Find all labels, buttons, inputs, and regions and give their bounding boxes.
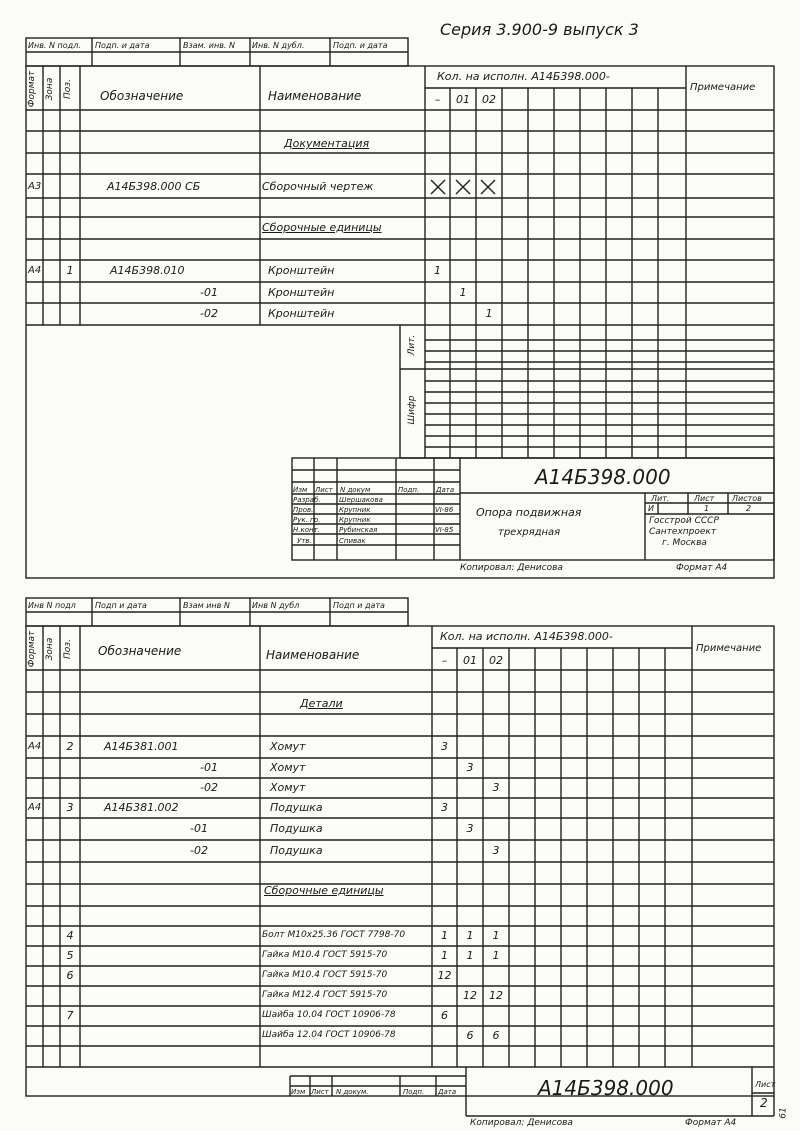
row-qty: 3: [492, 781, 500, 794]
tb-podp: Подп.: [403, 1088, 425, 1096]
col-format: Формат: [27, 630, 37, 668]
tb-data: Дата: [438, 1088, 457, 1096]
col-format: Формат: [27, 70, 37, 108]
stamp-inv-dubl: Инв N дубл: [252, 601, 300, 610]
copied-by: Копировал: Денисова: [470, 1118, 573, 1128]
tb-lit-val: И: [648, 504, 654, 513]
col-name: Наименование: [266, 648, 360, 662]
section-heading: Сборочные единицы: [262, 221, 382, 234]
format-label: Формат А4: [676, 563, 728, 573]
tb-sheets-val: 2: [746, 504, 752, 513]
row-qty: 12: [489, 989, 503, 1002]
row-name: Хомут: [270, 761, 306, 774]
row-name: Гайка М12.4 ГОСТ 5915-70: [262, 990, 388, 1000]
col-pos: Поз.: [63, 639, 73, 659]
tb-date: VI-86: [435, 506, 454, 514]
row-qty: 12: [463, 989, 477, 1002]
row-format: А4: [28, 802, 42, 813]
row-designation: А14Б381.001: [104, 740, 179, 753]
org-line3: г. Москва: [662, 538, 707, 548]
row-qty: 3: [441, 801, 448, 814]
row-qty: 1: [492, 949, 500, 962]
row-designation: -01: [190, 822, 208, 835]
row-pos: 1: [66, 264, 74, 277]
row-format: А3: [28, 181, 42, 192]
tb-person: Шершакова: [339, 496, 383, 504]
col-name: Наименование: [268, 89, 362, 103]
row-name: Подушка: [270, 801, 323, 814]
row-qty: 1: [466, 929, 474, 942]
row-qty: 1: [441, 949, 448, 962]
row-name: Болт М10х25.36 ГОСТ 7798-70: [262, 930, 406, 940]
tb-person: Крупник: [339, 506, 371, 514]
row-name: Сборочный чертеж: [262, 180, 374, 193]
row-designation: А14Б381.002: [104, 801, 179, 814]
tb-role: Рук. гр.: [293, 516, 321, 524]
stamp-inv-podl: Инв N подл: [28, 601, 76, 610]
tb-sheet-val: 2: [760, 1096, 768, 1110]
col-zone: Зона: [45, 637, 55, 661]
doc-code: А14Б398.000: [535, 465, 671, 489]
col-designation: Обозначение: [98, 644, 182, 658]
label-cipher: Шифр: [407, 395, 417, 425]
row-name: Гайка М10.4 ГОСТ 5915-70: [262, 950, 388, 960]
tb-sheet-head: Лист: [694, 494, 715, 503]
stamp-vzam-inv: Взам инв N: [183, 601, 230, 610]
tb-izm: Изм: [291, 1088, 306, 1096]
row-name: Кронштейн: [268, 307, 335, 320]
tb-sheet-head: Лист: [755, 1080, 776, 1089]
tb-date: VI-85: [435, 526, 454, 534]
section-heading: Детали: [300, 697, 343, 710]
row-designation: -02: [200, 307, 218, 320]
doc-code: А14Б398.000: [538, 1076, 674, 1100]
stamp-vzam-inv: Взам. инв. N: [183, 41, 235, 50]
col-pos: Поз.: [63, 79, 73, 99]
tb-izm: Изм: [293, 486, 308, 494]
row-format: А4: [28, 265, 42, 276]
row-qty: 6: [492, 1029, 500, 1042]
format-label: Формат А4: [685, 1118, 737, 1128]
row-name: Шайба 12.04 ГОСТ 10906-78: [262, 1030, 396, 1040]
tb-data: Дата: [436, 486, 455, 494]
tb-role: Пров.: [293, 506, 314, 514]
row-qty: 1: [441, 929, 448, 942]
row-qty: 1: [485, 307, 493, 320]
row-qty: 3: [466, 761, 474, 774]
row-qty: 1: [492, 929, 500, 942]
org-line2: Сантехпроект: [649, 527, 717, 537]
row-name: Хомут: [270, 781, 306, 794]
tb-person: Крупник: [339, 516, 371, 524]
tb-lit-head: Лит.: [651, 494, 670, 503]
stamp-inv-podl: Инв. N подл.: [28, 41, 81, 50]
tb-role: Утв.: [297, 537, 312, 545]
row-designation: А14Б398.000 СБ: [107, 180, 201, 193]
tb-ndok: N докум.: [336, 1088, 369, 1096]
section-heading: Документация: [284, 137, 370, 150]
col-qty-head: Кол. на исполн. А14Б398.000-: [440, 630, 613, 643]
row-name: Кронштейн: [268, 286, 335, 299]
row-designation: -01: [200, 286, 218, 299]
copied-by: Копировал: Денисова: [460, 563, 563, 573]
row-qty: 1: [459, 286, 467, 299]
tb-role: Н.конт.: [293, 526, 320, 534]
row-qty: 12: [437, 969, 452, 982]
stamp-podp-data-2: Подп и дата: [333, 601, 385, 610]
row-qty: 3: [441, 740, 448, 753]
col-qty-dash: –: [434, 93, 441, 106]
row-qty: 1: [434, 264, 441, 277]
tb-list: Лист: [315, 486, 333, 494]
row-designation: -02: [190, 844, 208, 857]
row-designation: А14Б398.010: [110, 264, 185, 277]
row-pos: 2: [66, 740, 74, 753]
tb-person: Спивак: [339, 537, 366, 545]
row-name: Хомут: [270, 740, 306, 753]
row-pos: 7: [66, 1009, 74, 1022]
tb-ndok: N докум: [340, 486, 371, 494]
row-pos: 5: [66, 949, 74, 962]
row-pos: 4: [66, 929, 74, 942]
col-qty-02: 02: [482, 93, 496, 106]
label-lit: Лит.: [407, 334, 417, 356]
col-qty-01: 01: [463, 654, 477, 667]
title-line2: трехрядная: [498, 527, 561, 538]
col-qty-01: 01: [456, 93, 470, 106]
margin-number: 61: [778, 1107, 789, 1119]
row-qty: 3: [466, 822, 474, 835]
row-pos: 3: [66, 801, 74, 814]
row-name: Подушка: [270, 844, 323, 857]
row-qty: 6: [466, 1029, 474, 1042]
org-line1: Госстрой СССР: [649, 516, 719, 526]
stamp-podp-data: Подп и дата: [95, 601, 147, 610]
row-designation: -02: [200, 781, 218, 794]
section-heading: Сборочные единицы: [264, 884, 384, 897]
tb-podp: Подп.: [398, 486, 420, 494]
row-name: Подушка: [270, 822, 323, 835]
title-line1: Опора подвижная: [476, 506, 582, 519]
col-note: Примечание: [690, 82, 756, 93]
row-qty: 6: [441, 1009, 448, 1022]
row-format: А4: [28, 741, 42, 752]
tb-list: Лист: [311, 1088, 329, 1096]
row-qty: 3: [492, 844, 500, 857]
col-note: Примечание: [696, 643, 762, 654]
tb-person: Рубинская: [339, 526, 378, 534]
series-note: Серия 3.900-9 выпуск 3: [440, 20, 639, 39]
col-qty-02: 02: [489, 654, 503, 667]
row-qty: 1: [466, 949, 474, 962]
row-pos: 6: [66, 969, 74, 982]
col-qty-dash: –: [441, 654, 448, 667]
stamp-podp-data-2: Подп. и дата: [333, 41, 388, 50]
tb-role: Разраб.: [293, 496, 321, 504]
row-name: Шайба 10.04 ГОСТ 10906-78: [262, 1010, 396, 1020]
row-designation: -01: [200, 761, 218, 774]
col-qty-head: Кол. на исполн. А14Б398.000-: [437, 70, 610, 83]
tb-sheets-head: Листов: [732, 494, 762, 503]
stamp-inv-dubl: Инв. N дубл.: [252, 41, 305, 50]
row-name: Гайка М10.4 ГОСТ 5915-70: [262, 970, 388, 980]
tb-sheet-val: 1: [704, 504, 710, 513]
col-zone: Зона: [45, 77, 55, 101]
col-designation: Обозначение: [100, 89, 184, 103]
row-name: Кронштейн: [268, 264, 335, 277]
stamp-podp-data: Подп. и дата: [95, 41, 150, 50]
